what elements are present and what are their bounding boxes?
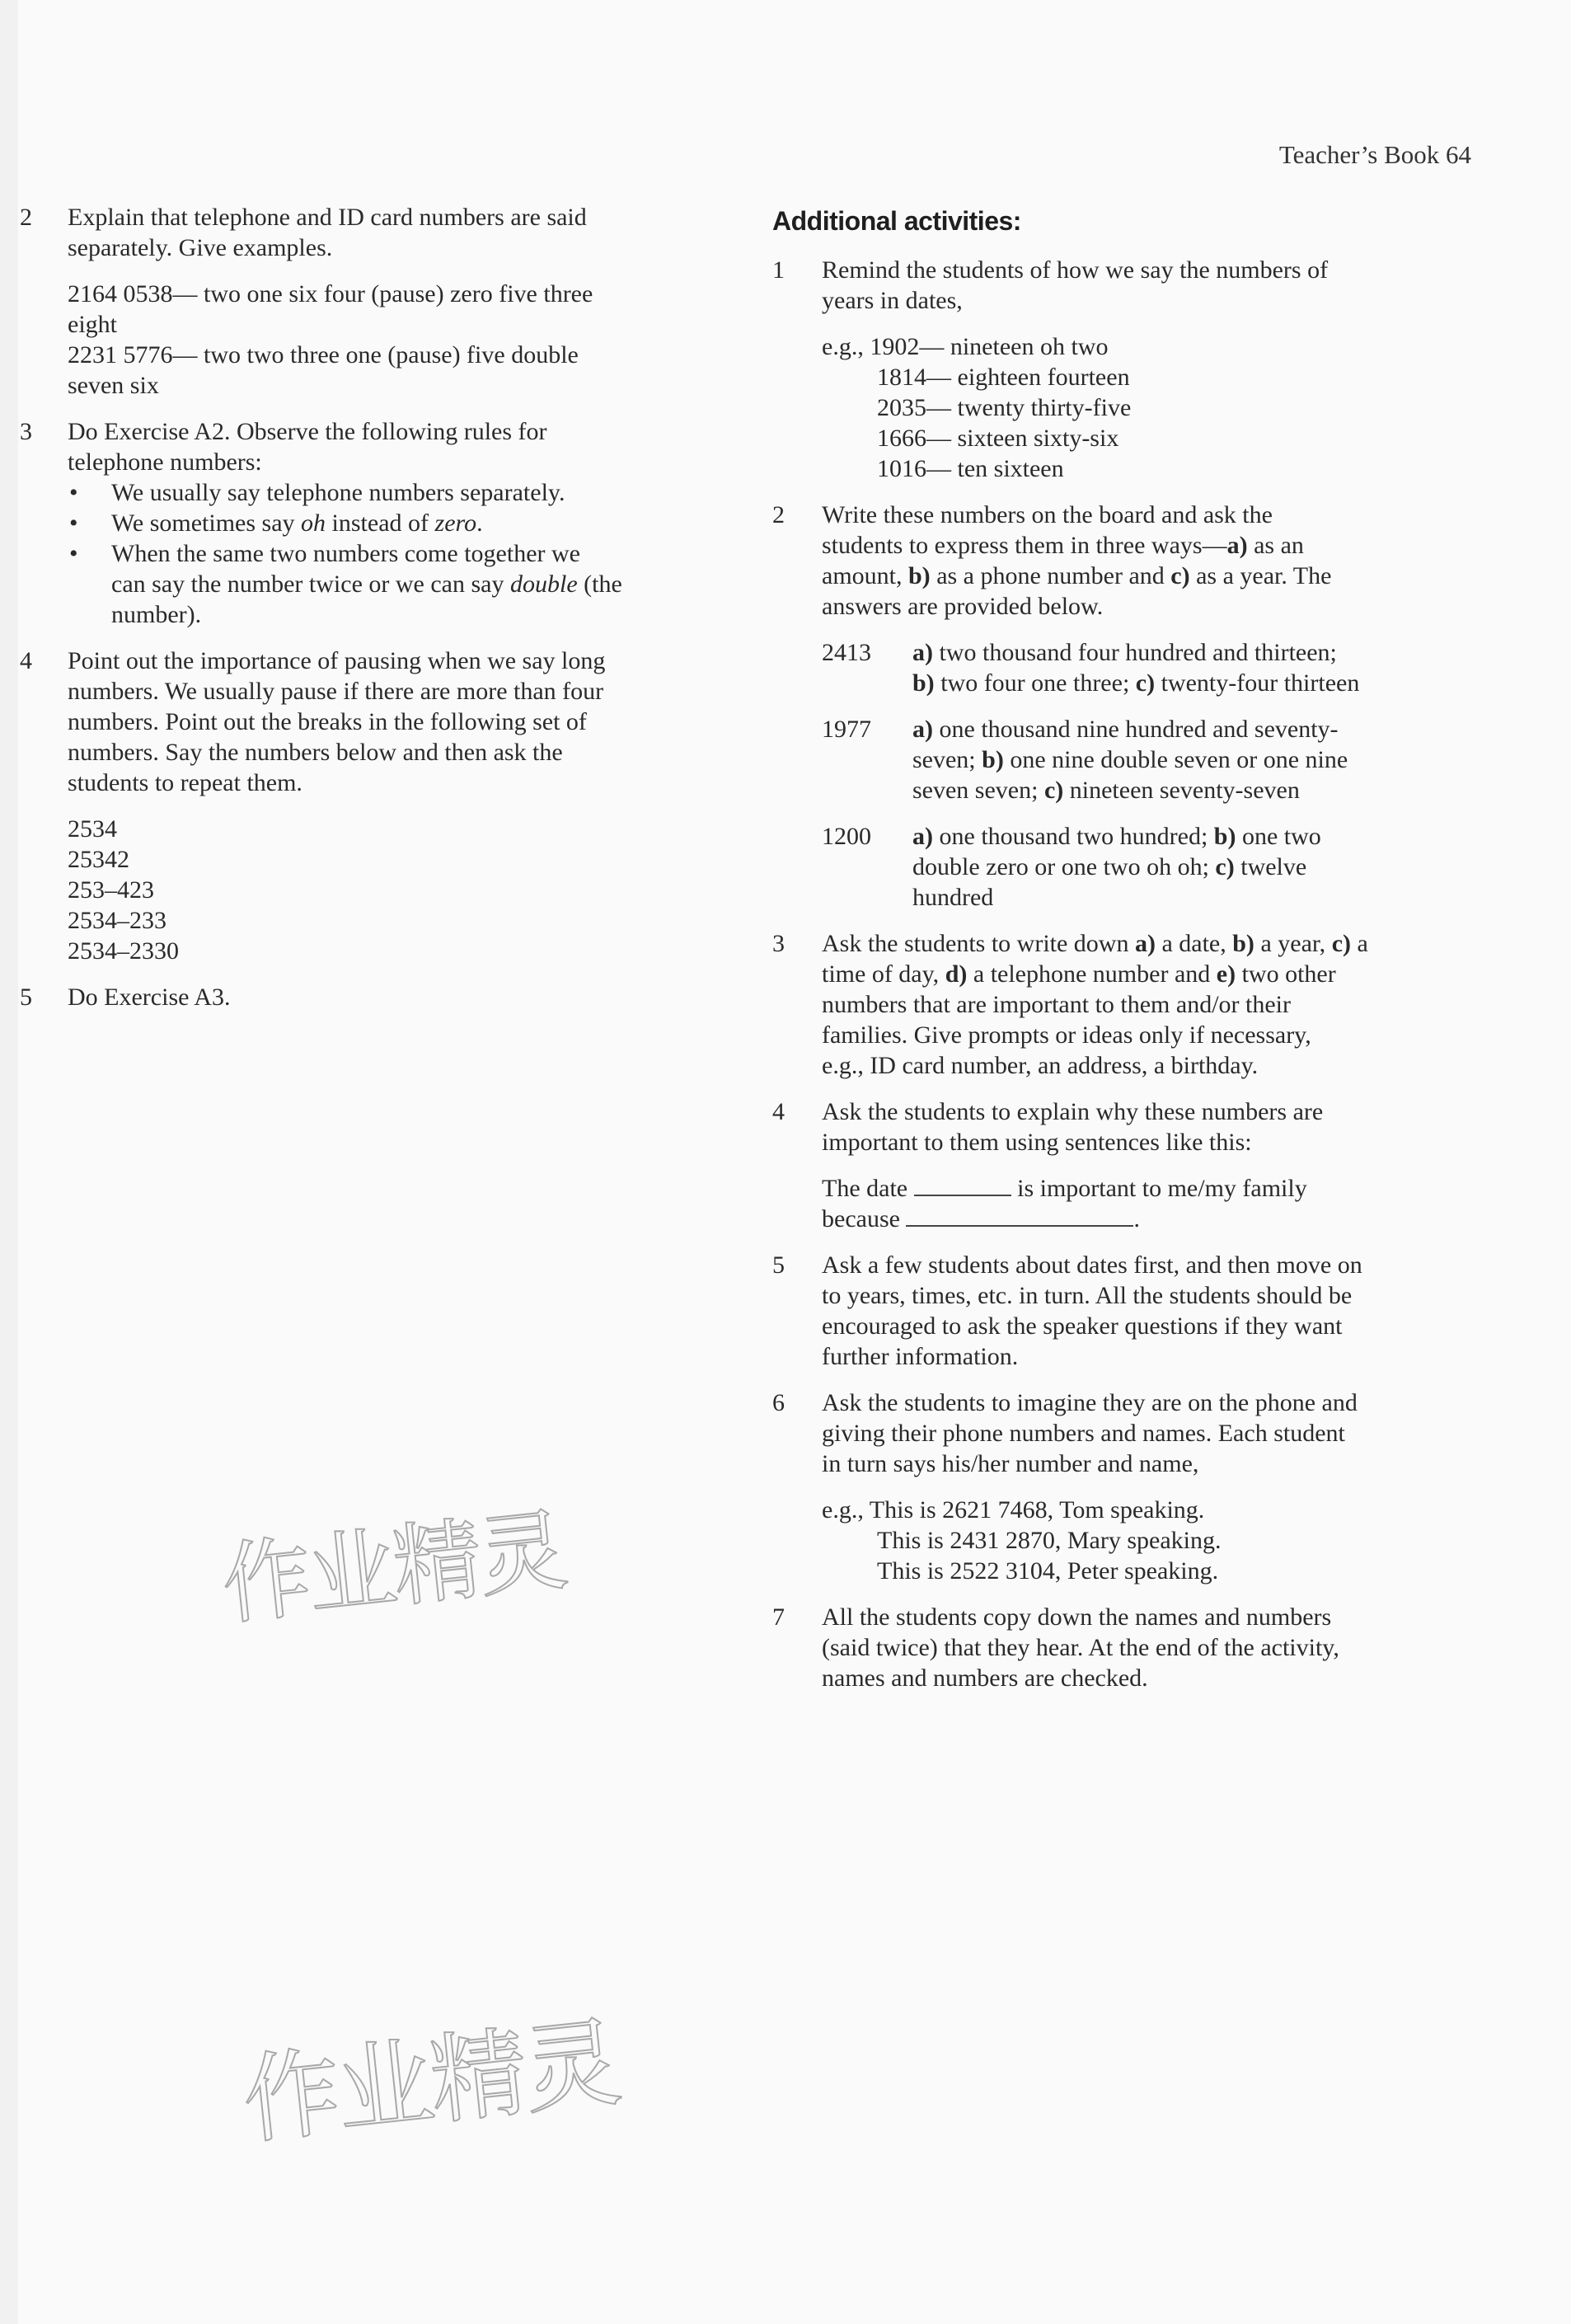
years-example-block <box>822 331 1481 484</box>
right-item-6 <box>772 1387 1481 1586</box>
instruction-line: a <box>1351 930 1368 957</box>
item-number: 1 <box>772 256 785 284</box>
instruction-line: Do Exercise A2. Observe the following rules for <box>68 418 547 445</box>
page-edge <box>0 0 18 2324</box>
template-text: is important to me/my family <box>1011 1175 1307 1202</box>
section-title: Additional activities: <box>772 206 1021 236</box>
example-line: 25342 <box>68 846 129 873</box>
running-head: Teacher’s Book 64 <box>1278 140 1471 169</box>
answer-text: twelve <box>1234 853 1307 880</box>
answers-block <box>822 637 1481 913</box>
instruction-line: names and numbers are checked. <box>822 1664 1148 1692</box>
right-item-5 <box>772 1250 1481 1372</box>
rule-emphasis: oh <box>301 509 326 537</box>
bullet-icon: • <box>69 540 78 567</box>
year-example: 1814— eighteen fourteen <box>877 364 1130 391</box>
answer-entry <box>822 821 1481 913</box>
year-example: 1016— ten sixteen <box>877 455 1064 482</box>
instruction-line: Point out the importance of pausing when we say long <box>68 647 606 674</box>
item-number: 7 <box>772 1603 785 1631</box>
answer-text: one nine double seven or one nine <box>1003 746 1348 773</box>
left-item-4 <box>20 646 729 966</box>
instruction-line: separately. Give examples. <box>68 234 333 261</box>
instruction-line: e.g., ID card number, an address, a birthday. <box>822 1052 1259 1079</box>
right-item-3 <box>772 928 1481 1081</box>
item-number: 2 <box>20 204 32 231</box>
option-letter: b) <box>912 669 935 697</box>
example-line: 2534–2330 <box>68 937 179 965</box>
instruction-line: answers are provided below. <box>822 593 1104 620</box>
option-letter: d) <box>945 960 968 988</box>
option-letter: a) <box>1134 930 1156 957</box>
instruction-line: amount, <box>822 562 908 589</box>
rule-text: When the same two numbers come together we <box>111 540 580 567</box>
instruction-line: (said twice) that they hear. At the end of the activity, <box>822 1634 1339 1661</box>
answer-text: one thousand two hundred; <box>933 823 1214 850</box>
instruction-line: numbers. Say the numbers below and then ask the <box>68 739 563 766</box>
instruction-line: numbers that are important to them and/or their <box>822 991 1292 1018</box>
item-number: 5 <box>20 984 32 1011</box>
eg-label: e.g., <box>822 333 870 360</box>
option-letter: b) <box>982 746 1004 773</box>
rule-item <box>68 477 729 508</box>
answer-text: seven seven; <box>912 777 1044 804</box>
instruction-line: Ask the students to explain why these numbers are <box>822 1098 1324 1125</box>
left-item-3 <box>20 416 729 630</box>
example-line: 2231 5776— two two three one (pause) five double <box>68 341 579 369</box>
instruction-line: a year, <box>1254 930 1332 957</box>
answer-text: two four one three; <box>934 669 1136 697</box>
instruction-line: numbers. We usually pause if there are more than four <box>68 678 604 705</box>
item-number: 6 <box>772 1389 785 1416</box>
example-line: 2164 0538— two one six four (pause) zero five three <box>68 280 593 308</box>
instruction-line: a date, <box>1155 930 1233 957</box>
answer-text: hundred <box>912 884 994 911</box>
rule-text: instead of <box>326 509 435 537</box>
instruction-line: further information. <box>822 1343 1019 1370</box>
instruction-line: Ask a few students about dates first, and then move on <box>822 1251 1362 1279</box>
rule-text: We sometimes say <box>111 509 302 537</box>
year-example: 1666— sixteen sixty-six <box>877 425 1119 452</box>
fill-blank <box>914 1173 1011 1196</box>
instruction-line: All the students copy down the names and numbers <box>822 1603 1332 1631</box>
instruction-line: Explain that telephone and ID card numbers are said <box>68 204 587 231</box>
answer-entry <box>822 714 1481 805</box>
left-item-5 <box>20 982 729 1012</box>
instruction-line: giving their phone numbers and names. Each student <box>822 1420 1345 1447</box>
example-line: 2534 <box>68 815 117 843</box>
instruction-line: Remind the students of how we say the numbers of <box>822 256 1329 284</box>
watermark: 作业精灵 <box>237 2005 624 2158</box>
rule-item <box>68 538 729 630</box>
instruction-line: important to them using sentences like this: <box>822 1129 1252 1156</box>
rule-emphasis: zero <box>434 509 477 537</box>
item-number: 5 <box>772 1251 785 1279</box>
example-line: seven six <box>68 372 159 399</box>
option-letter: b) <box>1232 930 1254 957</box>
instruction-line: Do Exercise A3. <box>68 984 231 1011</box>
item-number: 3 <box>772 930 785 957</box>
sentence-template <box>822 1173 1481 1234</box>
phone-example: This is 2621 7468, Tom speaking. <box>869 1496 1205 1524</box>
rule-text: . <box>476 509 483 537</box>
rules-list <box>68 477 729 630</box>
instruction-line: Write these numbers on the board and ask the <box>822 501 1273 528</box>
option-letter: c) <box>1215 853 1235 880</box>
instruction-line: students to express them in three ways— <box>822 532 1227 559</box>
option-letter: a) <box>912 823 933 850</box>
answer-number: 1977 <box>822 716 871 743</box>
bullet-icon: • <box>69 479 78 506</box>
instruction-line: to years, times, etc. in turn. All the students should be <box>822 1282 1353 1309</box>
template-text: The date <box>822 1175 914 1202</box>
option-letter: e) <box>1216 960 1236 988</box>
option-letter: a) <box>912 639 933 666</box>
item-number: 4 <box>772 1098 785 1125</box>
answer-text: one thousand nine hundred and seventy- <box>933 716 1339 743</box>
instruction-line: students to repeat them. <box>68 769 302 796</box>
answer-entry <box>822 637 1481 698</box>
instruction-line: in turn says his/her number and name, <box>822 1450 1199 1477</box>
instruction-line: years in dates, <box>822 287 963 314</box>
instruction-line: numbers. Point out the breaks in the following set of <box>68 708 587 735</box>
option-letter: c) <box>1170 562 1190 589</box>
rule-item <box>68 508 729 538</box>
right-column <box>772 206 1481 1709</box>
answer-number: 2413 <box>822 639 871 666</box>
instruction-line: telephone numbers: <box>68 448 262 476</box>
watermark: 作业精灵 <box>217 1499 570 1638</box>
answer-text: double zero or one two oh oh; <box>912 853 1216 880</box>
rule-text: (the <box>577 570 622 598</box>
instruction-line: as a year. The <box>1189 562 1332 589</box>
phone-example: This is 2431 2870, Mary speaking. <box>877 1527 1222 1554</box>
answer-text: one two <box>1236 823 1321 850</box>
instruction-line: as a phone number and <box>930 562 1171 589</box>
phone-example: This is 2522 3104, Peter speaking. <box>877 1557 1219 1585</box>
rule-text: number). <box>111 601 202 628</box>
instruction-line: a telephone number and <box>967 960 1217 988</box>
year-example: 2035— twenty thirty-five <box>877 394 1132 421</box>
rule-text: We usually say telephone numbers separately. <box>111 479 565 506</box>
example-line: 2534–233 <box>68 907 166 934</box>
fill-blank <box>906 1204 1133 1227</box>
instruction-line: time of day, <box>822 960 945 988</box>
bullet-icon: • <box>69 509 78 537</box>
answer-number: 1200 <box>822 823 871 850</box>
answer-text: seven; <box>912 746 982 773</box>
answer-text: twenty-four thirteen <box>1155 669 1360 697</box>
option-letter: c) <box>1043 777 1064 804</box>
example-block <box>68 814 729 966</box>
option-letter: a) <box>912 716 933 743</box>
left-item-2 <box>20 202 729 401</box>
option-letter: a) <box>1226 532 1248 559</box>
instruction-line: as an <box>1247 532 1304 559</box>
example-line: eight <box>68 311 117 338</box>
instruction-line: Ask the students to write down <box>822 930 1135 957</box>
option-letter: b) <box>908 562 931 589</box>
right-item-7 <box>772 1602 1481 1693</box>
option-letter: c) <box>1135 669 1156 697</box>
phone-example-block <box>822 1495 1481 1586</box>
answer-text: nineteen seventy-seven <box>1063 777 1300 804</box>
rule-text: can say the number twice or we can say <box>111 570 510 598</box>
template-text: because <box>822 1205 907 1232</box>
option-letter: c) <box>1331 930 1351 957</box>
template-text: . <box>1133 1205 1140 1232</box>
item-number: 4 <box>20 647 32 674</box>
instruction-line: families. Give prompts or ideas only if necessary, <box>822 1021 1311 1049</box>
example-block <box>68 279 729 401</box>
example-line: 253–423 <box>68 876 154 904</box>
option-letter: b) <box>1213 823 1236 850</box>
right-item-2 <box>772 500 1481 913</box>
left-column <box>20 202 729 1028</box>
instruction-line: two other <box>1236 960 1336 988</box>
right-item-1 <box>772 255 1481 484</box>
eg-label: e.g., <box>822 1496 870 1524</box>
item-number: 2 <box>772 501 785 528</box>
answer-text: two thousand four hundred and thirteen; <box>933 639 1337 666</box>
rule-emphasis: double <box>509 570 578 598</box>
right-item-4 <box>772 1096 1481 1234</box>
instruction-line: Ask the students to imagine they are on the phone and <box>822 1389 1358 1416</box>
year-example: 1902— nineteen oh two <box>870 333 1109 360</box>
item-number: 3 <box>20 418 32 445</box>
instruction-line: encouraged to ask the speaker questions if they want <box>822 1312 1343 1340</box>
